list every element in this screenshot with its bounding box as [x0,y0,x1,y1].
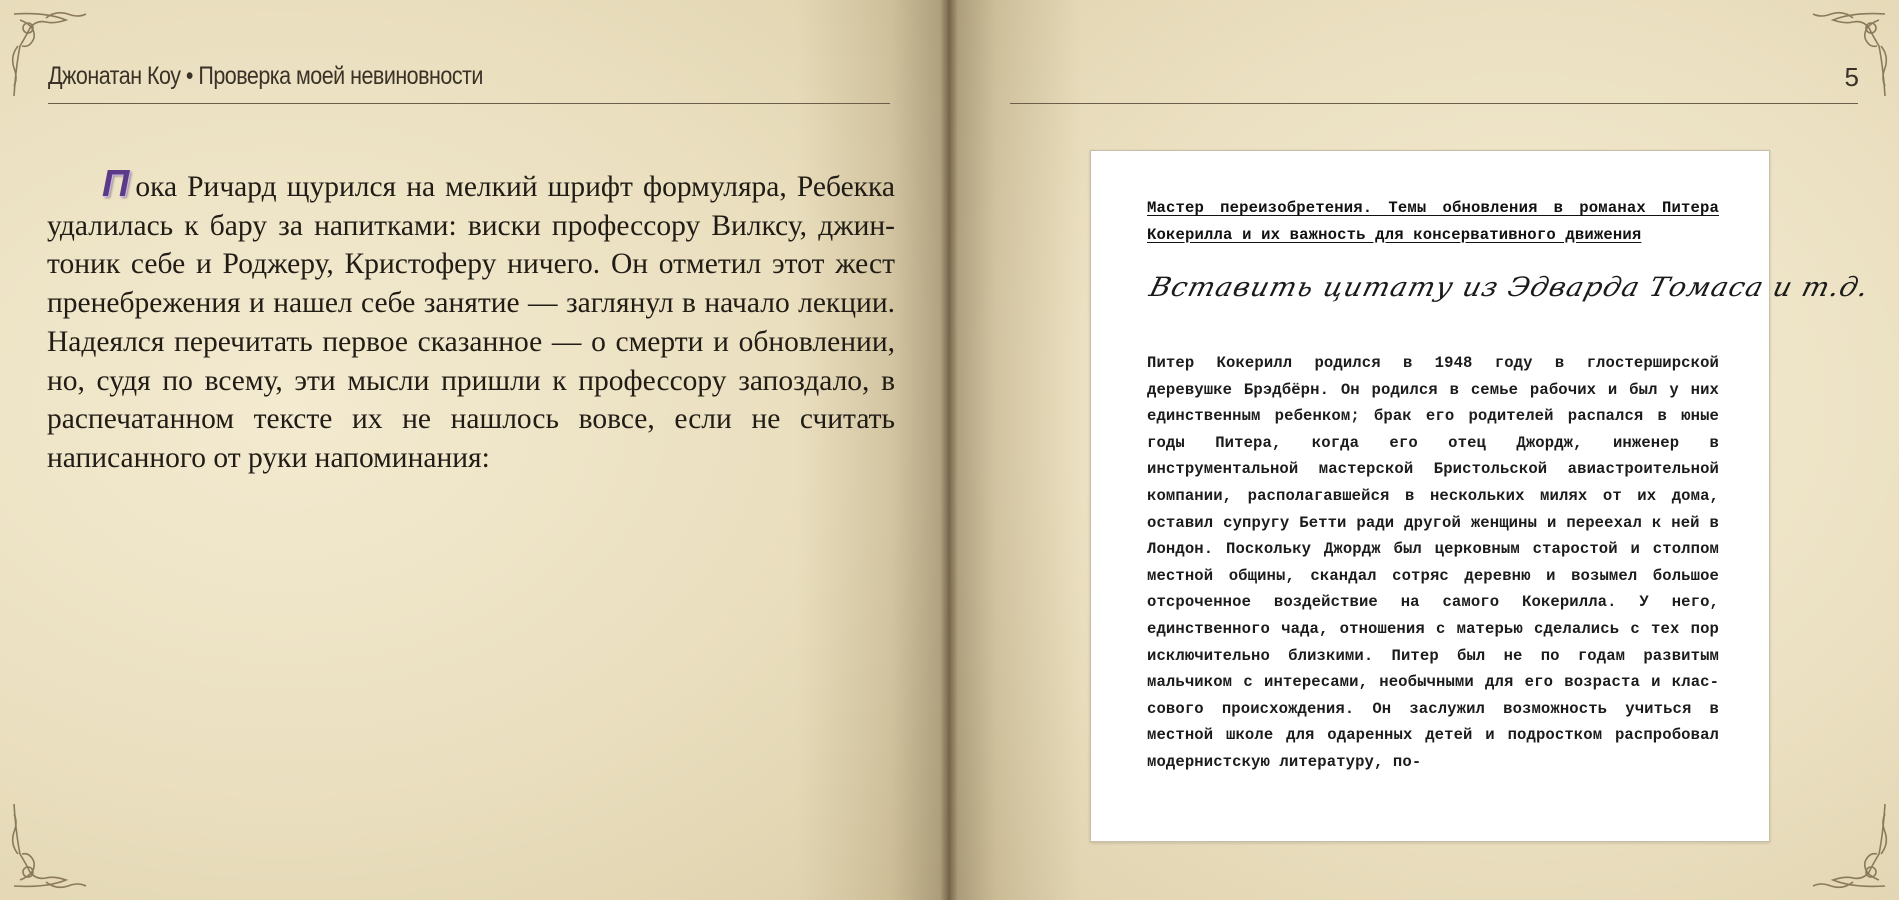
right-page[interactable] [948,0,1899,900]
left-page[interactable] [0,0,948,900]
paragraph-text: ока Ричард щурился на мелкий шрифт формуляра, Ребекка удалилась к бару за напитками: виски профессору Вилксу, джин-тоник себе и Роджеру, Кристоферу ничего. Он отметил этот жест пренебрежения и нашел себе занятие — заглянул в начало лекции. Надеялся перечитать первое сказанное — о смерти и обновлении, но, судя по всему, эти мысли пришли к профессору запоздало, в распечатанном тексте их не нашлось вовсе, если не считать написанного от руки напоминания: [47,171,895,474]
typescript-figure [1090,150,1873,842]
figure-content [1146,195,1873,776]
running-header: Джонатан Коу • Проверка моей невиновности [48,62,483,90]
drop-cap: П [102,163,130,205]
handwritten-note: Вставить цитату из Эдварда Томаса и т.д. [1146,271,1873,303]
figure-title: Мастер переизобретения. Темы обновления в романах Питера Кокерилла и их важность для консервативного движения [1147,199,1719,244]
ornament-corner-icon [1783,6,1893,116]
header-rule [48,103,890,104]
body-text [47,163,895,478]
ornament-corner-icon [6,6,116,116]
page-number: 5 [1844,62,1859,92]
ornament-corner-icon [6,784,116,894]
header-rule [1010,103,1858,104]
ornament-corner-icon [1783,784,1893,894]
figure-body: Питер Кокерилл родился в 1948 году в глостерширской деревушке Брэдбёрн. Он родился в семье рабочих и был у них единственным ребенком; брак его родителей распался в юные годы Питера, когда его отец Джордж, инженер в инструментальной мастерской Бристольской авиастроительной компании, располагавшейся в нескольких милях от их дома, оставил супругу Бетти ради другой женщины и переехал к ней в Лондон. Поскольку Джордж был церковным старостой и столпом местной общины, скандал сотряс деревню и возымел большое отсроченное воздействие на самого Кокерилла. У него, единственного чада, отношения с матерью сделались с тех пор исключительно близкими. Питер был не по годам развитым мальчиком с интересами, необычными для его возраста и классового происхождения. Он заслужил возможность учиться в местной школе для одаренных детей и подростком распробовал модернистскую литературу, по- [1147,354,1719,771]
book-spine [940,0,958,900]
